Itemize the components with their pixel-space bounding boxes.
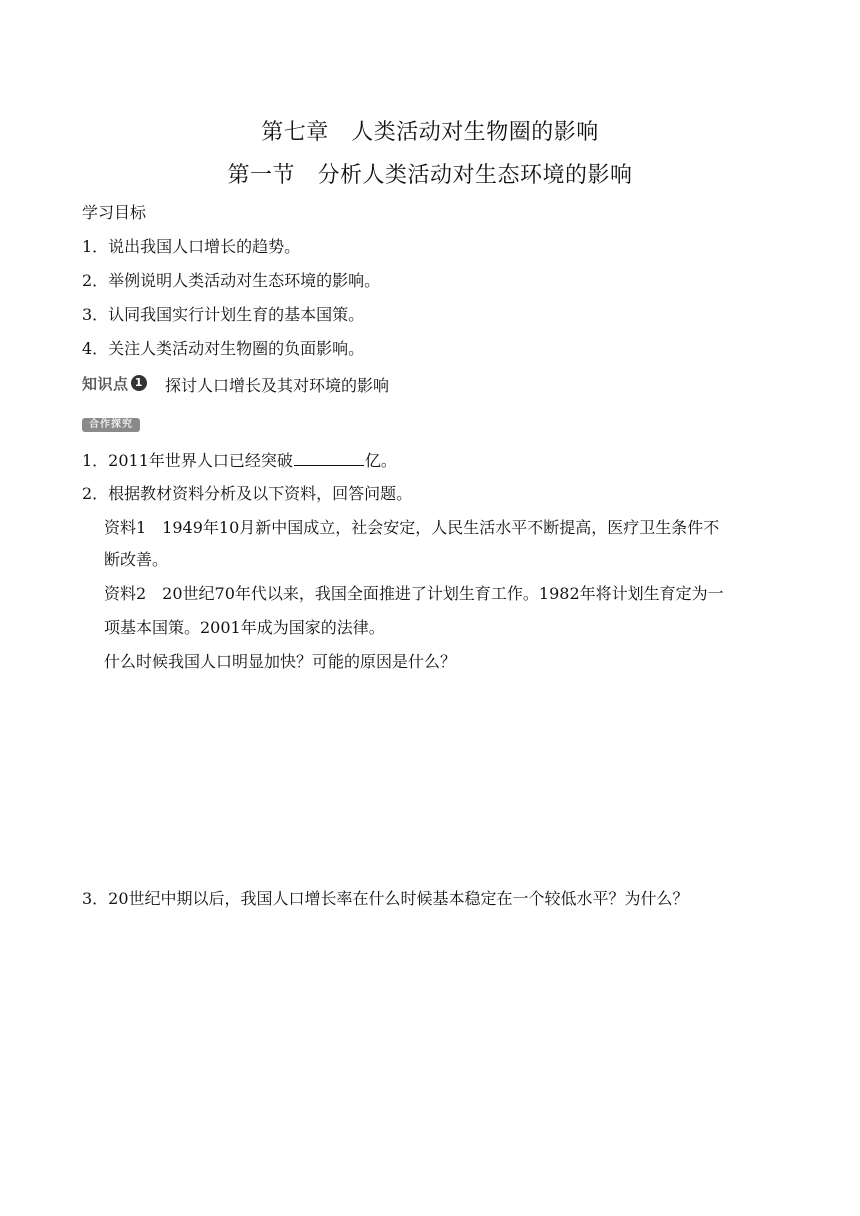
answer-area-q3[interactable] <box>82 918 782 1178</box>
question-1 <box>82 450 397 471</box>
knowledge-point-title: 探讨人口增长及其对环境的影响 <box>165 376 390 395</box>
question-2-sub: 什么时候我国人口明显加快？可能的原因是什么？ <box>104 652 457 671</box>
section-title: 第一节 分析人类活动对生态环境的影响 <box>227 163 633 188</box>
knowledge-point-number: 1 <box>131 375 147 391</box>
knowledge-point-badge <box>82 372 147 394</box>
answer-blank[interactable] <box>294 450 364 466</box>
question-2: 2．根据教材资料分析及以下资料，回答问题。 <box>82 484 413 503</box>
question-1-text-before: 1．2011年世界人口已经突破 <box>82 451 293 470</box>
material-2-line-2: 项基本国策。2001年成为国家的法律。 <box>104 618 385 637</box>
goal-item: 3．认同我国实行计划生育的基本国策。 <box>82 305 365 324</box>
knowledge-point-label: 知识点 <box>82 374 129 393</box>
question-3: 3．20世纪中期以后，我国人口增长率在什么时候基本稳定在一个较低水平？为什么？ <box>82 889 689 908</box>
goal-item: 4．关注人类活动对生物圈的负面影响。 <box>82 339 365 358</box>
answer-area-q2[interactable] <box>82 680 782 880</box>
material-2-line-1: 资料2 20世纪70年代以来，我国全面推进了计划生育工作。1982年将计划生育定为一 <box>104 584 724 603</box>
material-1-line-2: 断改善。 <box>104 550 169 569</box>
chapter-title: 第七章 人类活动对生物圈的影响 <box>261 120 599 145</box>
goals-heading: 学习目标 <box>82 203 147 222</box>
question-1-text-after: 亿。 <box>364 451 397 470</box>
goal-item: 1．说出我国人口增长的趋势。 <box>82 237 301 256</box>
material-1-line-1: 资料1 1949年10月新中国成立，社会安定，人民生活水平不断提高，医疗卫生条件不 <box>104 518 720 537</box>
section-tag: 合作探究 <box>82 418 140 432</box>
goal-item: 2．举例说明人类活动对生态环境的影响。 <box>82 271 381 290</box>
